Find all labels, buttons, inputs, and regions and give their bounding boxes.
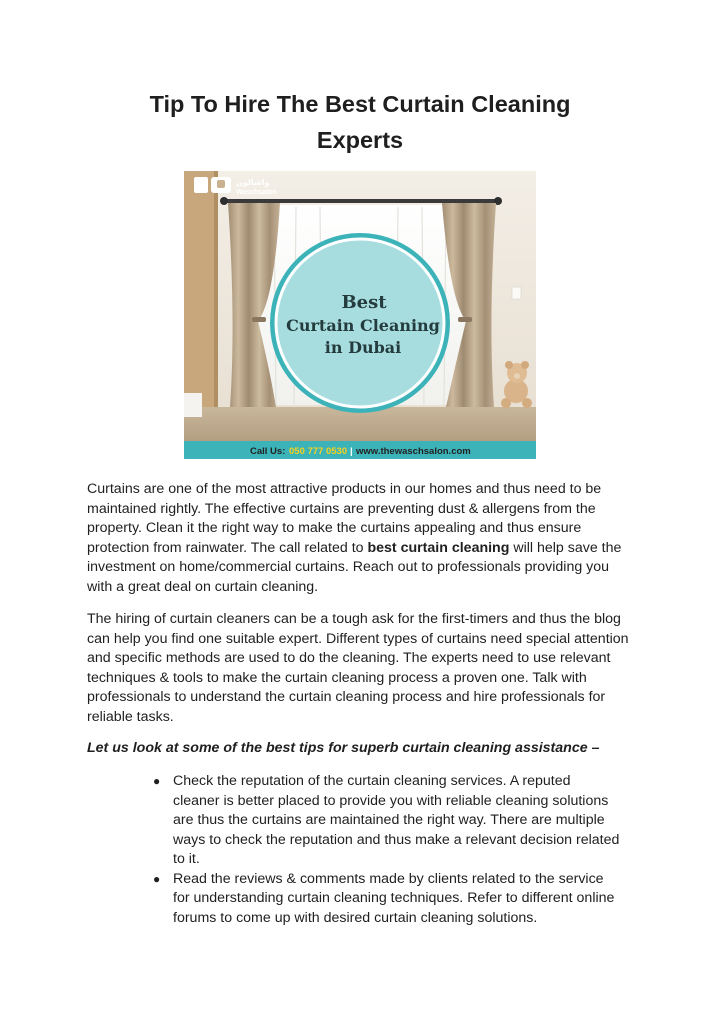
circle-line-2: Curtain Cleaning — [286, 316, 440, 335]
bullet-dot: ● — [153, 774, 161, 788]
title-line-2: Experts — [316, 127, 404, 153]
keyword-link-text: best curtain cleaning — [367, 539, 510, 556]
list-line: to it. — [173, 851, 200, 867]
list-item — [87, 870, 637, 929]
circle-line-1: Best — [341, 292, 387, 313]
bar-separator: | — [350, 446, 353, 457]
paragraph-intro-part-1: Curtains are one of the most attractive products in our homes and thus need to be maintained rightly. The effective curtains are preventing dust & allergens from the property. Clean it the right way to make the curtains appealing and thus ensure protection from rainwater. The call related to — [87, 481, 602, 556]
page-title — [88, 86, 632, 158]
list-line: for understanding curtain cleaning techniques. Refer to different online — [173, 890, 615, 906]
list-line: Read the reviews & comments made by clients related to the service — [173, 870, 604, 887]
list-line: forums to come up with desired curtain cleaning solutions. — [173, 909, 538, 926]
title-line-1: Tip To Hire The Best Curtain Cleaning — [149, 91, 571, 117]
hero-image — [184, 171, 536, 459]
call-prefix: Call Us: — [250, 446, 286, 457]
list-line: ways to check the reputation and thus make a relevant decision related — [173, 831, 620, 848]
tips-intro: Let us look at some of the best tips for superb curtain cleaning assistance – — [87, 740, 600, 756]
list-line: Check the reputation of the curtain cleaning services. A reputed — [173, 773, 571, 789]
list-item — [87, 772, 637, 870]
logo-arabic-text: واشالون — [236, 178, 270, 187]
circle-line-3: in Dubai — [324, 338, 402, 357]
paragraph-intro-part-2: will help save the investment on home/commercial curtains. Reach out to professionals providing you with a great deal on curtain cleaning. — [87, 539, 622, 595]
website-text: www.thewaschsalon.com — [356, 446, 471, 457]
list-line: cleaner is better placed to provide you with reliable cleaning solutions — [173, 792, 609, 809]
tips-list — [87, 772, 637, 928]
paragraph-hiring: The hiring of curtain cleaners can be a tough ask for the first-timers and thus the blog can help you find one suitable expert. Different types of curtains need special attention and specific methods are used to do the cleaning. The experts need to use relevant techniques & tools to make the curtain cleaning process a proven one. Talk with professionals to understand the curtain cleaning process and hire professionals for reliable tasks. — [87, 611, 629, 725]
paragraph-intro — [87, 480, 637, 597]
bullet-dot: ● — [153, 871, 161, 886]
phone-number: 050 777 0530 — [289, 446, 348, 457]
logo-latin-text: Waschsalon — [236, 189, 277, 196]
list-line: are thus the curtains are maintained the right way. There are multiple — [173, 812, 605, 828]
